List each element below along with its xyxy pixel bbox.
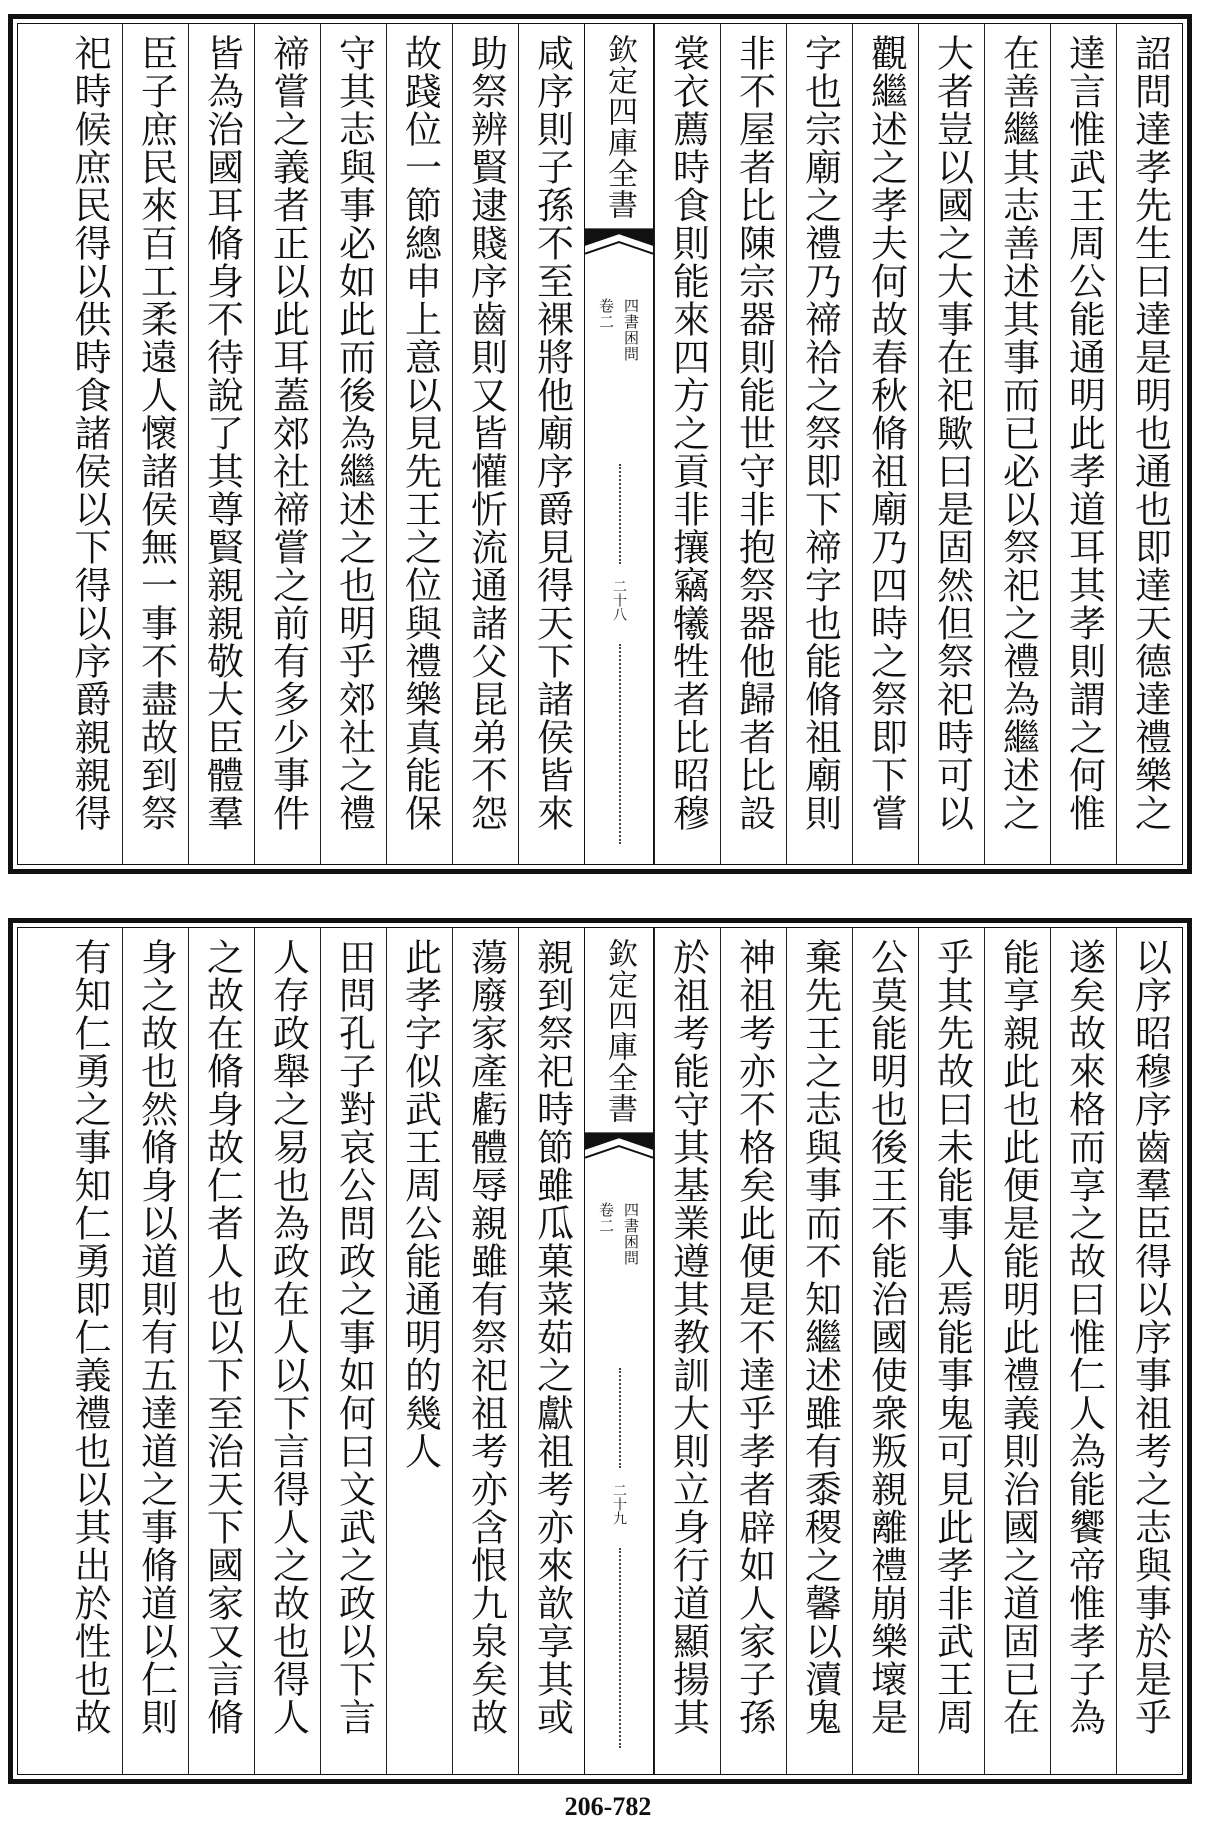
column-text: 能享親此也此便是能明此禮義則治國之道固已在 <box>996 938 1040 1736</box>
text-column <box>386 928 452 1774</box>
text-column <box>918 928 984 1774</box>
text-column <box>1050 24 1116 864</box>
volume-number: 卷二 <box>597 298 615 330</box>
text-column <box>518 24 584 864</box>
column-text: 詔問達孝先生曰達是明也通也即達天德達禮樂之 <box>1128 34 1172 832</box>
column-text: 非不屋者比陳宗器則能世守非抱祭器他歸者比設 <box>732 34 776 832</box>
column-text: 親到祭祀時節雖瓜菓菜茹之獻祖考亦來歆享其或 <box>530 938 574 1736</box>
column-text: 故踐位一節總申上意以見先王之位與禮樂真能保 <box>398 34 442 832</box>
text-column <box>56 928 122 1774</box>
center-fold <box>584 24 654 864</box>
bottom-page-frame <box>17 927 1183 1775</box>
dotted-rule <box>619 1368 621 1468</box>
column-text: 大者豈以國之大事在祀歟曰是固然但祭祀時可以 <box>930 34 974 832</box>
column-text: 咸序則子孫不至裸將他廟序爵見得天下諸侯皆來 <box>530 34 574 832</box>
dotted-rule <box>619 1548 621 1748</box>
text-column <box>786 928 852 1774</box>
text-column <box>452 24 518 864</box>
text-column <box>720 24 786 864</box>
column-text: 以序昭穆序齒羣臣得以序事祖考之志與事於是乎 <box>1128 938 1172 1736</box>
column-text: 皆為治國耳脩身不待說了其尊賢親親敬大臣體羣 <box>200 34 244 832</box>
column-text: 臣子庶民來百工柔遠人懷諸侯無一事不盡故到祭 <box>134 34 178 832</box>
book-volume-label <box>596 1202 642 1266</box>
text-column <box>452 928 518 1774</box>
column-text: 之故在脩身故仁者人也以下至治天下國家又言脩 <box>200 938 244 1736</box>
text-column <box>254 928 320 1774</box>
text-column <box>786 24 852 864</box>
text-column <box>56 24 122 864</box>
text-column <box>654 928 720 1774</box>
top-page-panel <box>8 14 1192 874</box>
volume-number: 卷二 <box>597 1202 615 1234</box>
column-text: 達言惟武王周公能通明此孝道耳其孝則謂之何惟 <box>1062 34 1106 832</box>
book-title: 四書困問 <box>622 1202 640 1266</box>
text-column <box>984 24 1050 864</box>
column-text: 身之故也然脩身以道則有五達道之事脩道以仁則 <box>134 938 178 1736</box>
text-column <box>320 24 386 864</box>
fishtail-mark-icon <box>585 1132 653 1162</box>
column-text: 有知仁勇之事知仁勇即仁義禮也以其出於性也故 <box>68 938 111 1736</box>
column-text: 田問孔子對哀公問政之事如何曰文武之政以下言 <box>332 938 376 1736</box>
text-column <box>188 24 254 864</box>
center-fold <box>584 928 654 1774</box>
column-text: 助祭辨賢逮賤序齒則又皆懽忻流通諸父昆弟不怨 <box>464 34 508 832</box>
folio-number: 二十九 <box>611 1483 627 1525</box>
text-column <box>852 24 918 864</box>
text-column <box>720 928 786 1774</box>
bottom-page-panel <box>8 918 1192 1784</box>
column-text: 遂矣故來格而享之故曰惟仁人為能饗帝惟孝子為 <box>1062 938 1106 1736</box>
text-column <box>386 24 452 864</box>
column-text: 公莫能明也後王不能治國使衆叛親離禮崩樂壞是 <box>864 938 908 1736</box>
dotted-rule <box>619 464 621 564</box>
top-page-frame <box>17 23 1183 865</box>
column-text: 乎其先故曰未能事人焉能事鬼可見此孝非武王周 <box>930 938 974 1736</box>
text-column <box>852 928 918 1774</box>
text-column <box>254 24 320 864</box>
text-column <box>320 928 386 1774</box>
text-column <box>188 928 254 1774</box>
column-text: 觀繼述之孝夫何故春秋脩祖廟乃四時之祭即下嘗 <box>864 34 908 832</box>
page-number: 206-782 <box>564 1792 652 1821</box>
column-text: 裳衣薦時食則能來四方之貢非攘竊犧牲者比昭穆 <box>666 34 710 832</box>
text-column <box>122 24 188 864</box>
book-volume-label <box>596 298 642 362</box>
column-text: 守其志與事必如此而後為繼述之也明乎郊社之禮 <box>332 34 376 832</box>
text-column <box>1050 928 1116 1774</box>
text-column <box>654 24 720 864</box>
column-text: 祀時候庶民得以供時食諸侯以下得以序爵親親得 <box>68 34 111 832</box>
column-text: 禘嘗之義者正以此耳蓋郊社禘嘗之前有多少事件 <box>266 34 310 832</box>
library-title: 欽定四庫全書 <box>602 938 637 1124</box>
text-column <box>984 928 1050 1774</box>
column-text: 神祖考亦不格矣此便是不達乎孝者辟如人家子孫 <box>732 938 776 1736</box>
book-title: 四書困問 <box>622 298 640 362</box>
column-text: 此孝字似武王周公能通明的幾人 <box>398 938 442 1470</box>
column-text: 蕩廢家產虧體辱親雖有祭祀祖考亦含恨九泉矣故 <box>464 938 508 1736</box>
folio-number: 二十八 <box>611 579 627 621</box>
column-text: 字也宗廟之禮乃禘祫之祭即下禘字也能脩祖廟則 <box>798 34 842 832</box>
column-text: 於祖考能守其基業遵其教訓大則立身行道顯揚其 <box>666 938 710 1736</box>
dotted-rule <box>619 644 621 844</box>
library-title: 欽定四庫全書 <box>602 34 637 220</box>
text-column <box>918 24 984 864</box>
fishtail-mark-icon <box>585 228 653 258</box>
column-text: 棄先王之志與事而不知繼述雖有黍稷之馨以瀆鬼 <box>798 938 842 1736</box>
column-text: 人存政舉之易也為政在人以下言得人之故也得人 <box>266 938 310 1736</box>
text-column <box>518 928 584 1774</box>
text-column <box>1116 24 1182 864</box>
column-text: 在善繼其志善述其事而已必以祭祀之禮為繼述之 <box>996 34 1040 832</box>
text-column <box>122 928 188 1774</box>
text-column <box>1116 928 1182 1774</box>
